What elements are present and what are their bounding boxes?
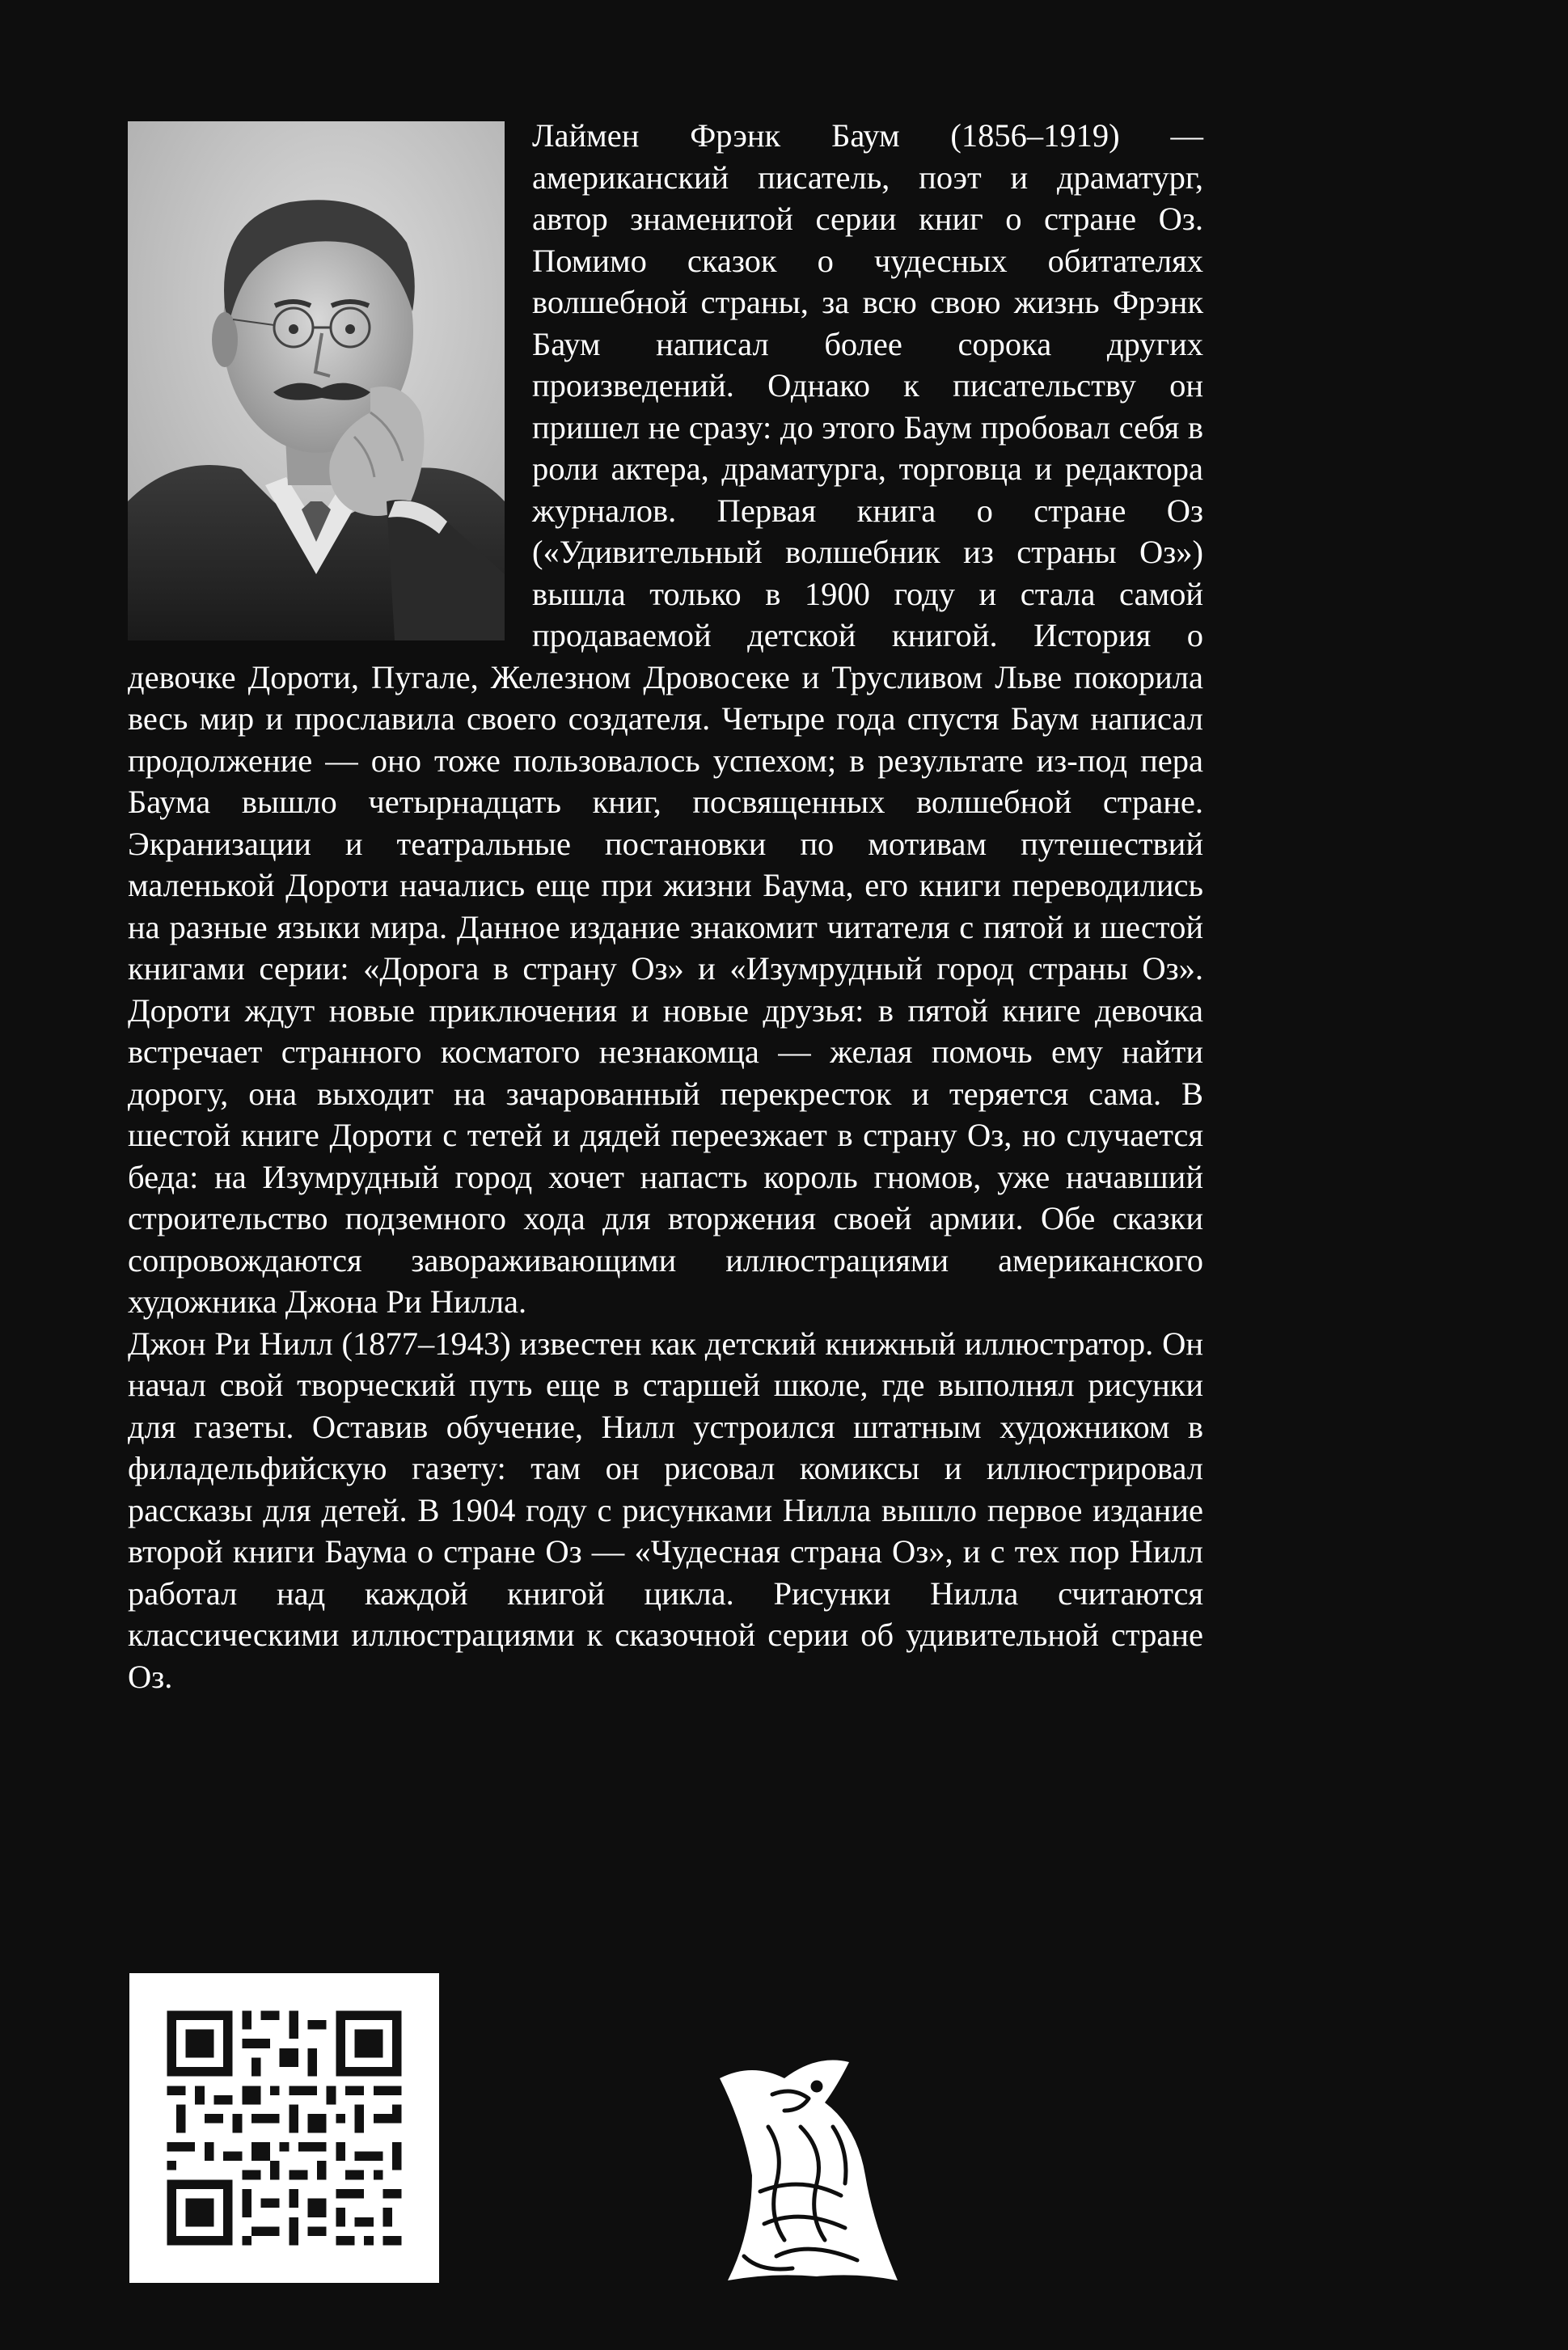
paragraph-neill: Джон Ри Нилл (1877–1943) известен как детский книжный иллюстратор. Он начал свой творческий путь еще в старшей школе, где выполнял рисунки для газеты. Оставив обучение, Нилл устроился штатным художником в филадельфийскую газету: там он рисовал комиксы и иллюстрировал рассказы для детей. В 1904 году с рисунками Нилла вышло первое издание второй книги Баума о стране Оз — «Чудесная страна Оз», и с тех пор Нилл работал над каждой книгой цикла. Рисунки Нилла считаются классическими иллюстрациями к сказочной серии об удивительной стране Оз. (128, 1325, 1203, 1695)
qr-code (129, 1973, 439, 2283)
publisher-logo (695, 2030, 906, 2297)
paragraph-baum: Лаймен Фрэнк Баум (1856–1919) — американский писатель, поэт и драматург, автор знаменитой серии книг о стране Оз. Помимо сказок о чудесных обитателях волшебной страны, за всю свою жизнь Фрэнк Баум написал более сорока других произведений. Однако к писательству он пришел не сразу: до этого Баум пробовал себя в роли актера, драматурга, торговца и редактора журналов. Первая книга о стране Оз («Удивительный волшебник из страны Оз») вышла только в 1900 году и стала самой продаваемой детской книгой. История о девочке Дороти, Пугале, Железном Дровосеке и Трусливом Льве покорила весь мир и прославила своего создателя. Четыре года спустя Баум написал продолжение — оно тоже пользовалось успехом; в результате из-под пера Баума вышло четырнадцать книг, посвященных волшебной стране. Экранизации и театральные постановки по мотивам путешествий маленькой Дороти начались еще при жизни Баума, его книги переводились на разные языки мира. Данное издание знакомит читателя с пятой и шестой книгами серии: «Дорога в страну Оз» и «Изумрудный город страны Оз». Дороти ждут новые приключения и новые друзья: в пятой книге девочка встречает странного косматого незнакомца — желая помочь ему найти дорогу, она выходит на зачарованный перекресток и теряется сама. В шестой книге Дороти с тетей и дядей переезжает в страну Оз, но случается беда: на Изумрудный город хочет напасть король гномов, уже начавший строительство подземного хода для вторжения своей армии. Обе сказки сопровождаются завораживающими иллюстрациями американского художника Джона Ри Нилла. (128, 117, 1203, 1320)
dragon-logo-icon (695, 2030, 906, 2297)
annotation-text (128, 115, 1203, 1697)
portrait-photo-icon (128, 121, 505, 640)
qr-code-icon (129, 1973, 439, 2283)
author-portrait (128, 121, 505, 640)
